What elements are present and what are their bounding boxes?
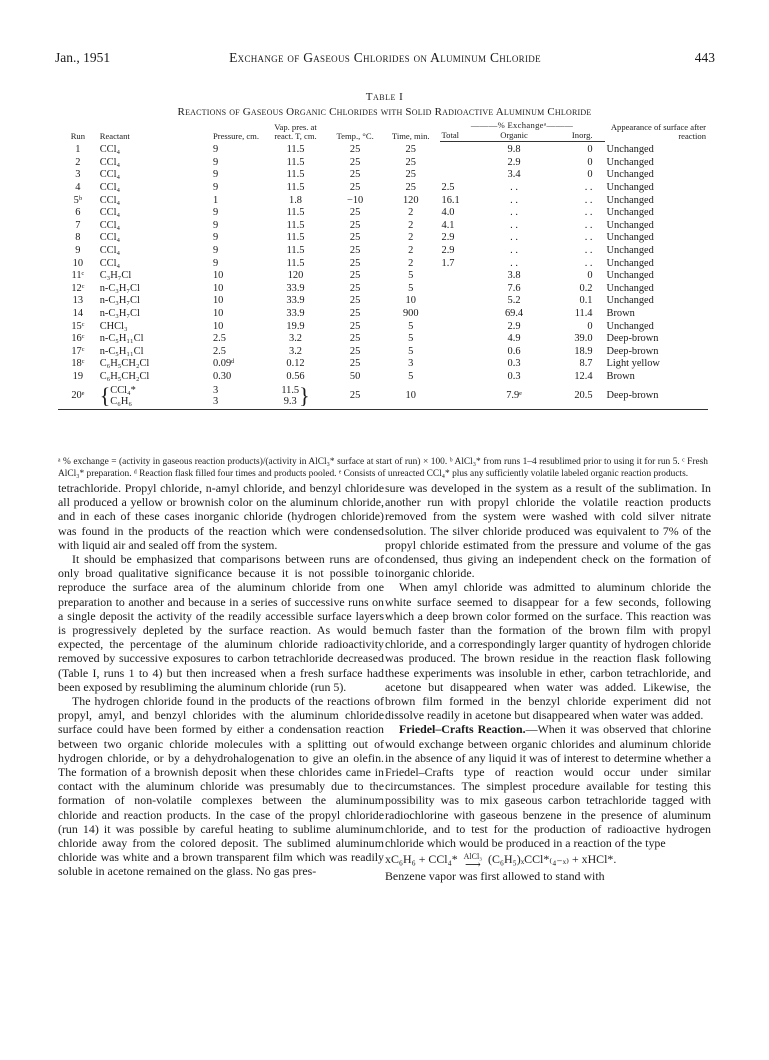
cell-appearance: Unchanged (606, 219, 654, 231)
header-inorganic: Inorg. (545, 131, 605, 142)
cell-organic: 2.9 (507, 156, 521, 168)
cell-pressure: 10 (212, 308, 224, 320)
cell-total (440, 371, 484, 384)
cell-pressure: 9 (212, 169, 219, 181)
cell-appearance: Unchanged (606, 257, 654, 269)
cell-temp: 25 (349, 345, 361, 357)
cell-vap: 33.9 (286, 308, 305, 320)
cell-total (440, 169, 484, 182)
cell-reactant: n-C₃H₇Cl (99, 295, 140, 307)
table-row (58, 358, 708, 371)
header-time: Time, min. (391, 130, 430, 141)
cell-pressure: 9 (212, 245, 219, 257)
cell-time: 10 (405, 295, 416, 307)
cell-appearance: Unchanged (606, 169, 654, 181)
article-title: Exchange of Gaseous Chlorides on Aluminum Chloride (229, 50, 541, 65)
paragraph: When amyl chloride was admitted to aluminum chloride the white surface seemed to disappear for a few seconds, following which a deep brown color formed on the surface. This reaction was much faster than the formation of the brown film with propyl chloride, and a correspondingly larger quantity of hydrogen chloride was produced. The brown residue in the reaction flask following these experiments was insoluble in ether, carbon tetrachloride, and acetone but disappeared when water was added. Likewise, the brown film formed in the benzyl chloride experiment did not dissolve readily in acetone but disappeared when water was added. (385, 580, 711, 723)
cell-temp: 25 (349, 144, 361, 156)
cell-reactant: CCl₄ (99, 144, 121, 156)
equation-rhs: (C₆H₅)ₓCCl*₍₄₋ₓ₎ + xHCl*. (488, 852, 617, 867)
cell-run: 18ᶜ (71, 358, 85, 370)
cell-organic: 7.6 (507, 282, 521, 294)
cell-run: 8 (75, 232, 81, 244)
cell-inorg: . . (584, 257, 593, 269)
cell-time: 5 (408, 320, 414, 332)
cell-organic: . . (510, 219, 518, 231)
cell-temp: 25 (349, 358, 361, 370)
cell-reactant: CCl₄ (99, 219, 121, 231)
cell-appearance: Unchanged (606, 282, 654, 294)
cell-run: 17ᶜ (71, 345, 85, 357)
cell-reactant: { CCl₄* C₆H₆ (98, 383, 211, 410)
cell-pressure: 9 (212, 232, 219, 244)
cell-temp: 25 (349, 308, 361, 320)
cell-total: 16.1 (441, 194, 460, 206)
cell-pressure: 2.5 (212, 333, 226, 345)
table-row (58, 142, 708, 157)
table-row (58, 169, 708, 182)
cell-inorg: 18.9 (574, 345, 593, 357)
cell-vap: 11.5 (286, 245, 305, 257)
cell-temp: 25 (349, 182, 361, 194)
paragraph: It should be emphasized that comparisons between runs are of only broad qualitative significance because it is not possible to reproduce the surface area of the aluminum chloride from one preparation to another and because in a series of successive runs on a single deposit the activity of the readily accessible surface layers is progressively depleted by the surface reaction. As would be expected, the percentage of the aluminum chloride radioactivity removed by successive exposures to carbon tetrachloride decreased (Table I, runs 1 to 4) but then increased when a fresh surface had been exposed by resubliming the aluminum chloride (run 5). (58, 552, 384, 694)
equation-lhs: xC₆H₆ + CCl₄* (385, 852, 458, 867)
cell-time: 3 (408, 358, 414, 370)
cell-temp: 25 (349, 245, 361, 257)
journal-date: Jan., 1951 (55, 50, 111, 65)
paragraph: The hydrogen chloride found in the products of the reactions of propyl, amyl, and benzyl chlorides with the aluminum chloride surface could have been formed by either a condensation reaction between two organic chloride molecules with a splitting out of hydrogen chloride, or by a dehydrohalogenation to give an olefin. The formation of a brownish deposit when these chlorides came in contact with the aluminum chloride was presumably due to the formation of non-volatile complexes between the aluminum chloride and reaction products. In the case of the propyl chloride (run 14) it was possible by careful heating to sublime aluminum chloride away from the colored deposit. The sublimed aluminum chloride was white and a brown transparent film which was readily soluble in acetone remained on the glass. No gas pres- (58, 694, 384, 879)
cell-temp: −10 (346, 194, 364, 206)
cell-run: 4 (75, 182, 81, 194)
header-reactant: Reactant (99, 130, 130, 141)
catalyst-label: AlCl₃ (463, 851, 483, 861)
cell-time: 25 (405, 144, 416, 156)
cell-organic: . . (510, 194, 518, 206)
cell-total (440, 270, 484, 283)
paragraph: tetrachloride. Propyl chloride, n-amyl chloride, and benzyl chloride all produced a yellow or brownish color on the aluminum chloride, and in each of these cases inorganic chloride (hydrogen chloride) was found in the products of the reaction which were condensed with liquid air and sealed off from the system. (58, 481, 384, 552)
cell-total (440, 295, 484, 308)
cell-organic: 69.4 (504, 308, 524, 320)
cell-reactant: CCl₄ (99, 257, 121, 269)
cell-reactant: CCl₄ (99, 207, 121, 219)
cell-time: 5 (408, 370, 414, 382)
cell-vap: 33.9 (286, 282, 305, 294)
running-head (55, 50, 715, 70)
cell-inorg: 20.5 (545, 383, 605, 410)
cell-pressure: 10 (212, 270, 224, 282)
cell-reactant: n-C₅H₁₁Cl (99, 333, 144, 345)
cell-appearance: Unchanged (606, 144, 654, 156)
cell-run: 11ᶜ (71, 270, 85, 282)
cell-vap: 11.5 (286, 207, 305, 219)
cell-run: 5ᵇ (73, 194, 83, 206)
cell-run: 1 (75, 144, 81, 156)
header-pressure: Pressure, cm. (212, 130, 260, 141)
cell-temp: 25 (349, 333, 361, 345)
cell-reactant: CHCl₃ (99, 320, 128, 332)
cell-total (440, 308, 484, 321)
cell-inorg: 0 (587, 270, 593, 282)
cell-time: 5 (408, 333, 414, 345)
table-label: Table I (365, 91, 404, 103)
cell-total: 2.9 (441, 245, 455, 257)
cell-temp: 50 (349, 370, 361, 382)
cell-pressure: 9 (212, 182, 219, 194)
cell-total (440, 283, 484, 296)
table-row (58, 270, 708, 283)
cell-vap: 0.56 (286, 370, 305, 382)
cell-inorg: 11.4 (574, 308, 593, 320)
cell-run: 10 (72, 257, 84, 269)
cell-total (440, 383, 484, 410)
arrow-icon: ⟶ (464, 858, 481, 871)
cell-reactant: C₆H₅CH₂Cl (99, 370, 150, 382)
cell-temp: 25 (349, 320, 361, 332)
cell-appearance: Unchanged (606, 207, 654, 219)
cell-inorg: 0 (587, 320, 593, 332)
cell-temp: 25 (349, 219, 361, 231)
cell-appearance: Unchanged (606, 156, 654, 168)
table-row (58, 333, 708, 346)
cell-reactant: CCl₄ (99, 156, 121, 168)
cell-total (440, 157, 484, 170)
cell-pressure: 10 (212, 295, 224, 307)
header-exchange-group: ———% Exchangeᵃ——— (470, 120, 574, 130)
cell-organic: 0.6 (507, 345, 521, 357)
cell-reactant: CCl₄ (99, 245, 121, 257)
cell-run: 14 (72, 308, 84, 320)
cell-vap: 1.8 (289, 194, 303, 206)
cell-vap: 3.2 (289, 345, 303, 357)
cell-pressure: 9 (212, 144, 219, 156)
cell-total (440, 333, 484, 346)
table-row (58, 346, 708, 359)
cell-total: 2.9 (441, 232, 455, 244)
cell-total (440, 346, 484, 359)
cell-organic: 3.8 (507, 270, 521, 282)
cell-organic: 9.8 (507, 144, 521, 156)
cell-temp: 25 (349, 282, 361, 294)
cell-inorg: 0 (587, 144, 593, 156)
cell-inorg: 12.4 (574, 370, 593, 382)
table-row (58, 207, 708, 220)
cell-run: 2 (75, 156, 81, 168)
cell-vap: 11.5 (286, 257, 305, 269)
cell-appearance: Brown (606, 370, 635, 382)
table-row (58, 383, 708, 410)
cell-pressure: 1 (212, 194, 219, 206)
cell-organic: 7.9ᵉ (483, 383, 545, 410)
cell-run: 16ᶜ (71, 333, 85, 345)
cell-organic: . . (510, 257, 518, 269)
paragraph-friedel-crafts (385, 722, 711, 850)
cell-vap: 11.5 (286, 144, 305, 156)
table-row (58, 245, 708, 258)
cell-temp: 25 (349, 295, 361, 307)
cell-reactant: CCl₄ (99, 194, 121, 206)
reaction-arrow (464, 853, 482, 869)
cell-pressure: 0.30 (212, 370, 232, 382)
cell-total (440, 142, 484, 157)
cell-temp: 25 (349, 207, 361, 219)
cell-appearance: Unchanged (606, 245, 654, 257)
cell-temp: 25 (349, 270, 361, 282)
cell-time: 5 (408, 345, 414, 357)
cell-reactant: C₃H₇Cl (99, 270, 132, 282)
cell-appearance: Unchanged (606, 194, 654, 206)
cell-total: 4.0 (441, 207, 455, 219)
reaction-equation (385, 851, 711, 871)
cell-pressure: 10 (212, 320, 224, 332)
table-row (58, 220, 708, 233)
cell-run: 19 (72, 370, 84, 382)
cell-temp: 25 (349, 232, 361, 244)
cell-appearance: Brown (606, 308, 635, 320)
cell-pressure: 2.5 (212, 345, 226, 357)
cell-inorg: 39.0 (574, 333, 593, 345)
table-row (58, 194, 708, 207)
table-row (58, 308, 708, 321)
table-body (58, 142, 708, 410)
cell-vap: 0.12 (286, 358, 305, 370)
cell-reactant: n-C₃H₇Cl (99, 308, 140, 320)
section-heading: Friedel–Crafts Reaction. (399, 722, 526, 737)
cell-inorg: . . (584, 219, 593, 231)
cell-inorg: . . (584, 232, 593, 244)
cell-inorg: 0 (587, 156, 593, 168)
table-row (58, 295, 708, 308)
cell-vap: 11.5 (286, 182, 305, 194)
cell-temp: 25 (328, 383, 382, 410)
cell-time: 5 (408, 270, 414, 282)
cell-run: 6 (75, 207, 81, 219)
cell-inorg: . . (584, 194, 593, 206)
cell-time: 10 (382, 383, 440, 410)
cell-reactant: n-C₃H₇Cl (99, 282, 140, 294)
cell-temp: 25 (349, 257, 361, 269)
cell-appearance: Light yellow (606, 358, 660, 370)
data-table (58, 121, 708, 410)
header-organic: Organic (483, 131, 545, 142)
paragraph: Benzene vapor was first allowed to stand with (385, 868, 605, 883)
table-row (58, 157, 708, 170)
cell-total: 4.1 (441, 219, 455, 231)
cell-pressure: 0.09ᵈ (212, 358, 235, 370)
table-row (58, 257, 708, 270)
cell-organic: 4.9 (507, 333, 521, 345)
table-row (58, 182, 708, 195)
header-vapor-pressure: Vap. pres. at react. T, cm. (274, 121, 317, 141)
cell-organic: 5.2 (507, 295, 521, 307)
header-run: Run (70, 130, 86, 141)
cell-vap: 120 (287, 270, 304, 282)
header-temperature: Temp., °C. (336, 130, 374, 141)
cell-organic: 2.9 (507, 320, 521, 332)
paragraph: sure was developed in the system as a result of the sublimation. In another run with propyl chloride the volatile reaction products removed from the system were washed with cold silver nitrate solution. The silver chloride produced was equivalent to 7% of the propyl chloride estimated from the pressure and volume of the gas condensed, thus giving an independent check on the formation of inorganic chloride. (385, 481, 711, 581)
cell-organic: 0.3 (507, 358, 521, 370)
cell-appearance: Unchanged (606, 270, 654, 282)
cell-vap: 11.5 9.3 } (263, 383, 329, 410)
cell-vap: 19.9 (286, 320, 305, 332)
cell-time: 25 (405, 182, 416, 194)
cell-vap: 11.5 (286, 169, 305, 181)
cell-total (440, 320, 484, 333)
cell-run: 20ᵉ (58, 383, 98, 410)
cell-inorg: . . (584, 207, 593, 219)
cell-appearance: Deep-brown (605, 383, 708, 410)
cell-vap: 11.5 (286, 219, 305, 231)
cell-inorg: . . (584, 245, 593, 257)
cell-reactant: n-C₅H₁₁Cl (99, 345, 144, 357)
cell-time: 2 (408, 207, 414, 219)
cell-organic: . . (510, 207, 518, 219)
cell-run: 9 (75, 245, 81, 257)
cell-vap: 11.5 (286, 156, 305, 168)
cell-organic: . . (510, 232, 518, 244)
paragraph-text: —When it was observed that chlorine would exchange between organic chlorides and aluminum chloride in the absence of any liquid it was of interest to determine whether a Friedel–Crafts type of reaction would occur under similar circumstances. The simplest procedure available for testing this possibility was to mix gaseous carbon tetrachloride tagged with radiochlorine with gaseous benzene in the presence of aluminum chloride, and to test for the production of radioactive hydrogen chloride which would be produced in a reaction of the type (385, 722, 711, 851)
cell-time: 2 (408, 257, 414, 269)
cell-inorg: 0.1 (579, 295, 593, 307)
cell-time: 25 (405, 156, 416, 168)
cell-run: 7 (75, 219, 81, 231)
cell-temp: 25 (349, 169, 361, 181)
header-total: Total (440, 131, 484, 142)
cell-pressure: 10 (212, 282, 224, 294)
cell-total: 1.7 (441, 257, 455, 269)
table-row (58, 283, 708, 296)
cell-appearance: Unchanged (606, 295, 654, 307)
table-row (58, 320, 708, 333)
cell-appearance: Unchanged (606, 232, 654, 244)
cell-time: 120 (402, 194, 419, 206)
cell-appearance: Unchanged (606, 320, 654, 332)
cell-pressure: 9 (212, 156, 219, 168)
cell-total (440, 358, 484, 371)
cell-reactant: CCl₄ (99, 182, 121, 194)
cell-time: 900 (402, 308, 419, 320)
cell-appearance: Deep-brown (606, 345, 659, 357)
cell-vap: 33.9 (286, 295, 305, 307)
cell-run: 13 (72, 295, 84, 307)
cell-inorg: 0 (587, 169, 593, 181)
cell-pressure: 9 (212, 207, 219, 219)
table-row (58, 232, 708, 245)
cell-reactant: C₆H₅CH₂Cl (99, 358, 150, 370)
cell-reactant: CCl₄ (99, 232, 121, 244)
cell-inorg: 0.2 (579, 282, 593, 294)
cell-pressure: 3 3 (211, 383, 263, 410)
cell-appearance: Unchanged (606, 182, 654, 194)
cell-organic: . . (510, 245, 518, 257)
cell-reactant: CCl₄ (99, 169, 121, 181)
left-column (58, 481, 384, 879)
cell-inorg: 8.7 (579, 358, 593, 370)
cell-time: 2 (408, 232, 414, 244)
table-caption: Reactions of Gaseous Organic Chlorides with Solid Radioactive Aluminum Chloride (177, 106, 592, 118)
cell-run: 15ᶜ (71, 320, 85, 332)
cell-run: 12ᶜ (71, 282, 85, 294)
table-row (58, 371, 708, 384)
cell-vap: 3.2 (289, 333, 303, 345)
cell-time: 5 (408, 282, 414, 294)
header-appearance: Appearance of surface after reaction (610, 121, 706, 141)
cell-organic: . . (510, 182, 518, 194)
cell-vap: 11.5 (286, 232, 305, 244)
right-column (385, 481, 711, 883)
cell-temp: 25 (349, 156, 361, 168)
cell-total: 2.5 (441, 182, 455, 194)
cell-time: 25 (405, 169, 416, 181)
page-number: 443 (694, 50, 715, 65)
cell-time: 2 (408, 245, 414, 257)
cell-time: 2 (408, 219, 414, 231)
cell-inorg: . . (584, 182, 593, 194)
table-footnotes: ᵃ % exchange = (activity in gaseous reaction products)/(activity in AlCl₃* surface at start of run) × 100. ᵇ AlCl₃* from runs 1–4 resublimed prior to using it for run 5. ᶜ Fresh AlCl₃* preparation. ᵈ Reaction flask filled four times and products pooled. ᵉ Consists of unreacted CCl₄* plus any sufficiently volatile labeled organic reaction products. (58, 457, 708, 479)
cell-run: 3 (75, 169, 81, 181)
cell-organic: 0.3 (507, 370, 521, 382)
cell-pressure: 9 (212, 257, 219, 269)
cell-appearance: Deep-brown (606, 333, 659, 345)
cell-organic: 3.4 (507, 169, 521, 181)
cell-pressure: 9 (212, 219, 219, 231)
